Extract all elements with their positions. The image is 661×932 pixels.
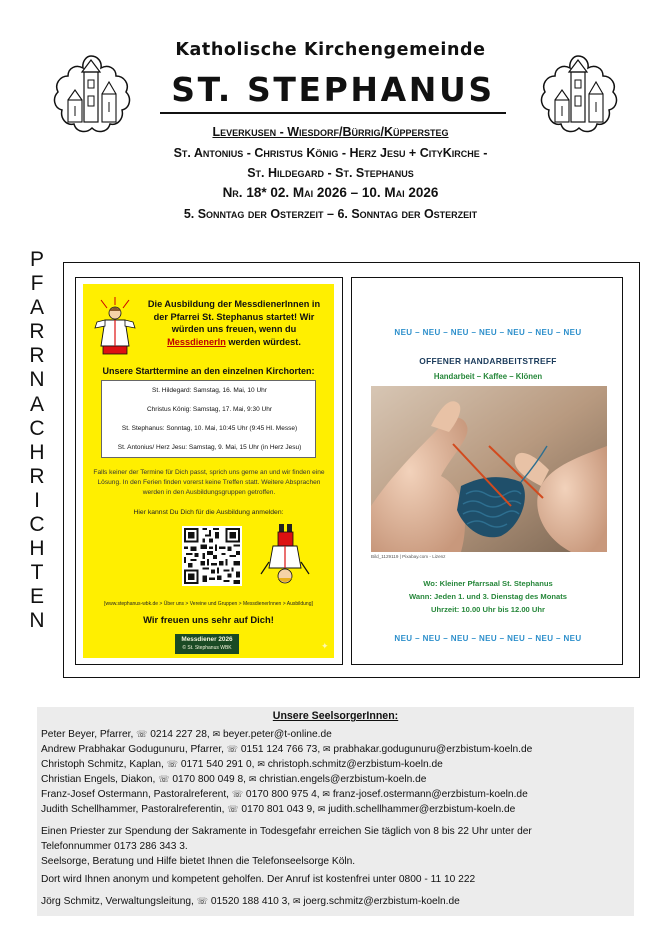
contact-box	[37, 707, 634, 916]
phone-icon: ☏	[166, 760, 178, 770]
email-icon: ✉	[257, 760, 265, 770]
intro-text-end: werden würdest.	[225, 336, 301, 347]
admin-name: Jörg Schmitz, Verwaltungsleitung,	[41, 896, 197, 907]
intro-text: Die Ausbildung der MessdienerInnen in der Pfarrei St. Stephanus startet! Wir würden uns freuen, wenn du	[147, 299, 321, 335]
event-schedule: Wann: Jeden 1. und 3. Dienstag des Monats	[409, 592, 567, 601]
badge-title: Messdiener 2026	[181, 636, 233, 643]
header-location: Leverkusen - Wiesdorf/Bürrig/Küppersteg	[212, 125, 449, 139]
contact-name: Andrew Prabhakar Godugunuru, Pfarrer,	[41, 744, 227, 755]
contact-phone[interactable]: 0170 800 975 4,	[245, 789, 320, 800]
closing-text: Wir freuen uns sehr auf Dich!	[143, 614, 274, 625]
vertical-letter: A	[29, 296, 44, 320]
registration-url[interactable]: [www.stephanus-wbk.de > Über uns > Vereine und Gruppen > MessdienerInnen > Ausbildung]	[104, 601, 313, 607]
email-icon: ✉	[317, 805, 326, 815]
admin-phone[interactable]: 01520 188 410 3,	[210, 896, 291, 907]
vertical-letter: C	[29, 513, 45, 537]
contact-line	[41, 774, 426, 785]
header-churches-1: St. Antonius - Christus König - Herz Jesu + CityKirche -	[173, 146, 488, 160]
vertical-letter: H	[29, 537, 45, 561]
email-icon: ✉	[212, 730, 221, 740]
handarbeit-subtitle: Handarbeit – Kaffee – Klönen	[433, 372, 543, 381]
new-banner-top: NEU – NEU – NEU – NEU – NEU – NEU – NEU	[394, 328, 582, 337]
contact-phone[interactable]: 0170 800 049 8,	[172, 774, 246, 785]
vertical-letter: A	[29, 392, 44, 416]
anonymous-help-text: Dort wird Ihnen anonym und kompetent geholfen. Der Anruf ist kostenfrei unter 0800 - 11 10 222	[41, 874, 476, 885]
header-churches-2: St. Hildegard - St. Stephanus	[247, 166, 414, 180]
messdiener-flyer	[83, 284, 334, 658]
vertical-letter: F	[30, 272, 44, 296]
badge-copyright: © St. Stephanus WBK	[182, 645, 232, 651]
vertical-letter: N	[29, 368, 45, 392]
date-item: St. Hildegard: Samstag, 16. Mai, 10 Uhr	[152, 387, 267, 394]
qr-code[interactable]	[182, 526, 242, 586]
phone-icon: ☏	[136, 730, 148, 740]
phone-icon: ☏	[227, 805, 239, 815]
messdiener-badge	[175, 634, 239, 654]
contact-title: Unsere SeelsorgerInnen:	[272, 710, 399, 722]
info-paragraph: Falls keiner der Termine für Dich passt, sprich uns gerne an und wir finden eine Lösung. In den Ferien finden vorerst keine Treffen statt. Weitere Absprachen werden in den Ausbildungsgruppen getroffen.	[93, 469, 325, 496]
contact-email[interactable]: judith.schellhammer@erzbistum-koeln.de	[328, 804, 516, 815]
start-dates-heading: Unsere Starttermine an den einzelnen Kirchorten:	[102, 366, 315, 376]
phone-icon: ☏	[226, 745, 239, 755]
page-title: ST. STEPHANUS	[160, 70, 506, 114]
vertical-letter: R	[29, 464, 45, 488]
contact-line	[41, 744, 532, 755]
altar-boy-illustration	[91, 296, 139, 358]
telefonseelsorge-text: Seelsorge, Beratung und Hilfe bietet Ihnen die Telefonseelsorge Köln.	[41, 856, 356, 867]
date-item: St. Stephanus: Sonntag, 10. Mai, 10:45 Uhr (9:45 Hl. Messe)	[121, 425, 298, 432]
contact-email[interactable]: prabhakar.godugunuru@erzbistum-koeln.de	[333, 744, 533, 755]
contact-line	[41, 789, 528, 800]
handarbeit-title: OFFENER HANDARBEITSTREFF	[419, 356, 557, 366]
event-time: Uhrzeit: 10.00 Uhr bis 12.00 Uhr	[431, 605, 545, 614]
vertical-letter: C	[29, 416, 45, 440]
date-item: Christus König: Samstag, 17. Mai, 9:30 Uhr	[146, 406, 272, 413]
sparkle-icon: ✦	[321, 641, 329, 651]
contact-email[interactable]: christoph.schmitz@erzbistum-koeln.de	[267, 759, 443, 770]
vertical-letter: N	[29, 609, 45, 633]
admin-contact-line	[41, 896, 460, 907]
messdiener-intro	[141, 298, 327, 348]
vertical-letter: R	[29, 344, 45, 368]
vertical-letter: P	[29, 248, 44, 271]
headstand-illustration	[259, 522, 311, 588]
contact-line	[41, 804, 515, 815]
messdiener-panel	[75, 277, 343, 665]
contact-phone[interactable]: 0214 227 28,	[150, 729, 210, 740]
header-sundays: 5. Sonntag der Osterzeit – 6. Sonntag der Osterzeit	[183, 207, 478, 221]
vertical-letter: R	[29, 320, 45, 344]
vertical-letter: T	[30, 561, 44, 585]
handarbeit-panel	[351, 277, 623, 665]
phone-icon: ☏	[231, 790, 244, 800]
header-issue: Nr. 18* 02. Mai 2026 – 10. Mai 2026	[222, 185, 439, 200]
contact-email[interactable]: christian.engels@erzbistum-koeln.de	[259, 774, 427, 785]
email-icon: ✉	[323, 745, 331, 755]
contact-email[interactable]: beyer.peter@t-online.de	[222, 729, 332, 740]
email-icon: ✉	[322, 790, 330, 800]
photo-credit: Bild_1129119 | Pixabay.com - Lizenz	[371, 554, 446, 559]
knitting-photo	[371, 386, 607, 552]
start-dates-box	[101, 380, 316, 458]
register-text: Hier kannst Du Dich für die Ausbildung anmelden:	[133, 509, 284, 516]
contact-email[interactable]: franz-josef.ostermann@erzbistum-koeln.de	[332, 789, 528, 800]
contact-name: Judith Schellhammer, Pastoralreferentin,	[41, 804, 228, 815]
intro-highlight: MessdienerIn	[167, 336, 226, 347]
vertical-title	[27, 248, 47, 634]
vertical-letter: E	[29, 585, 44, 609]
new-banner-bottom: NEU – NEU – NEU – NEU – NEU – NEU – NEU	[394, 634, 582, 643]
contact-phone[interactable]: 0171 540 291 0,	[180, 759, 255, 770]
date-item: St. Antonius/ Herz Jesu: Samstag, 9. Mai, 15 Uhr (in Herz Jesu)	[117, 444, 302, 451]
email-icon: ✉	[248, 775, 257, 785]
parish-label: Katholische Kirchengemeinde	[175, 40, 486, 60]
contact-name: Christoph Schmitz, Kaplan,	[41, 759, 167, 770]
emergency-phone: Telefonnummer 0173 286 343 3.	[41, 841, 188, 852]
contact-name: Christian Engels, Diakon,	[41, 774, 159, 785]
contact-name: Franz-Josef Ostermann, Pastoralreferent,	[41, 789, 232, 800]
event-location: Wo: Kleiner Pfarrsaal St. Stephanus	[423, 579, 553, 588]
email-icon: ✉	[292, 897, 301, 907]
vertical-letter: H	[29, 440, 45, 464]
contact-phone[interactable]: 0151 124 766 73,	[240, 744, 321, 755]
admin-email[interactable]: joerg.schmitz@erzbistum-koeln.de	[303, 896, 460, 907]
announcements-frame	[63, 262, 640, 678]
contact-line	[41, 759, 443, 770]
contact-line	[41, 729, 332, 740]
vertical-letter: I	[34, 488, 40, 512]
contact-phone[interactable]: 0170 801 043 9,	[241, 804, 316, 815]
phone-icon: ☏	[158, 775, 170, 785]
phone-icon: ☏	[196, 897, 208, 907]
contact-name: Peter Beyer, Pfarrer,	[41, 729, 137, 740]
emergency-text: Einen Priester zur Spendung der Sakramente in Todesgefahr erreichen Sie täglich von 8 bis 22 Uhr unter der	[41, 826, 532, 837]
